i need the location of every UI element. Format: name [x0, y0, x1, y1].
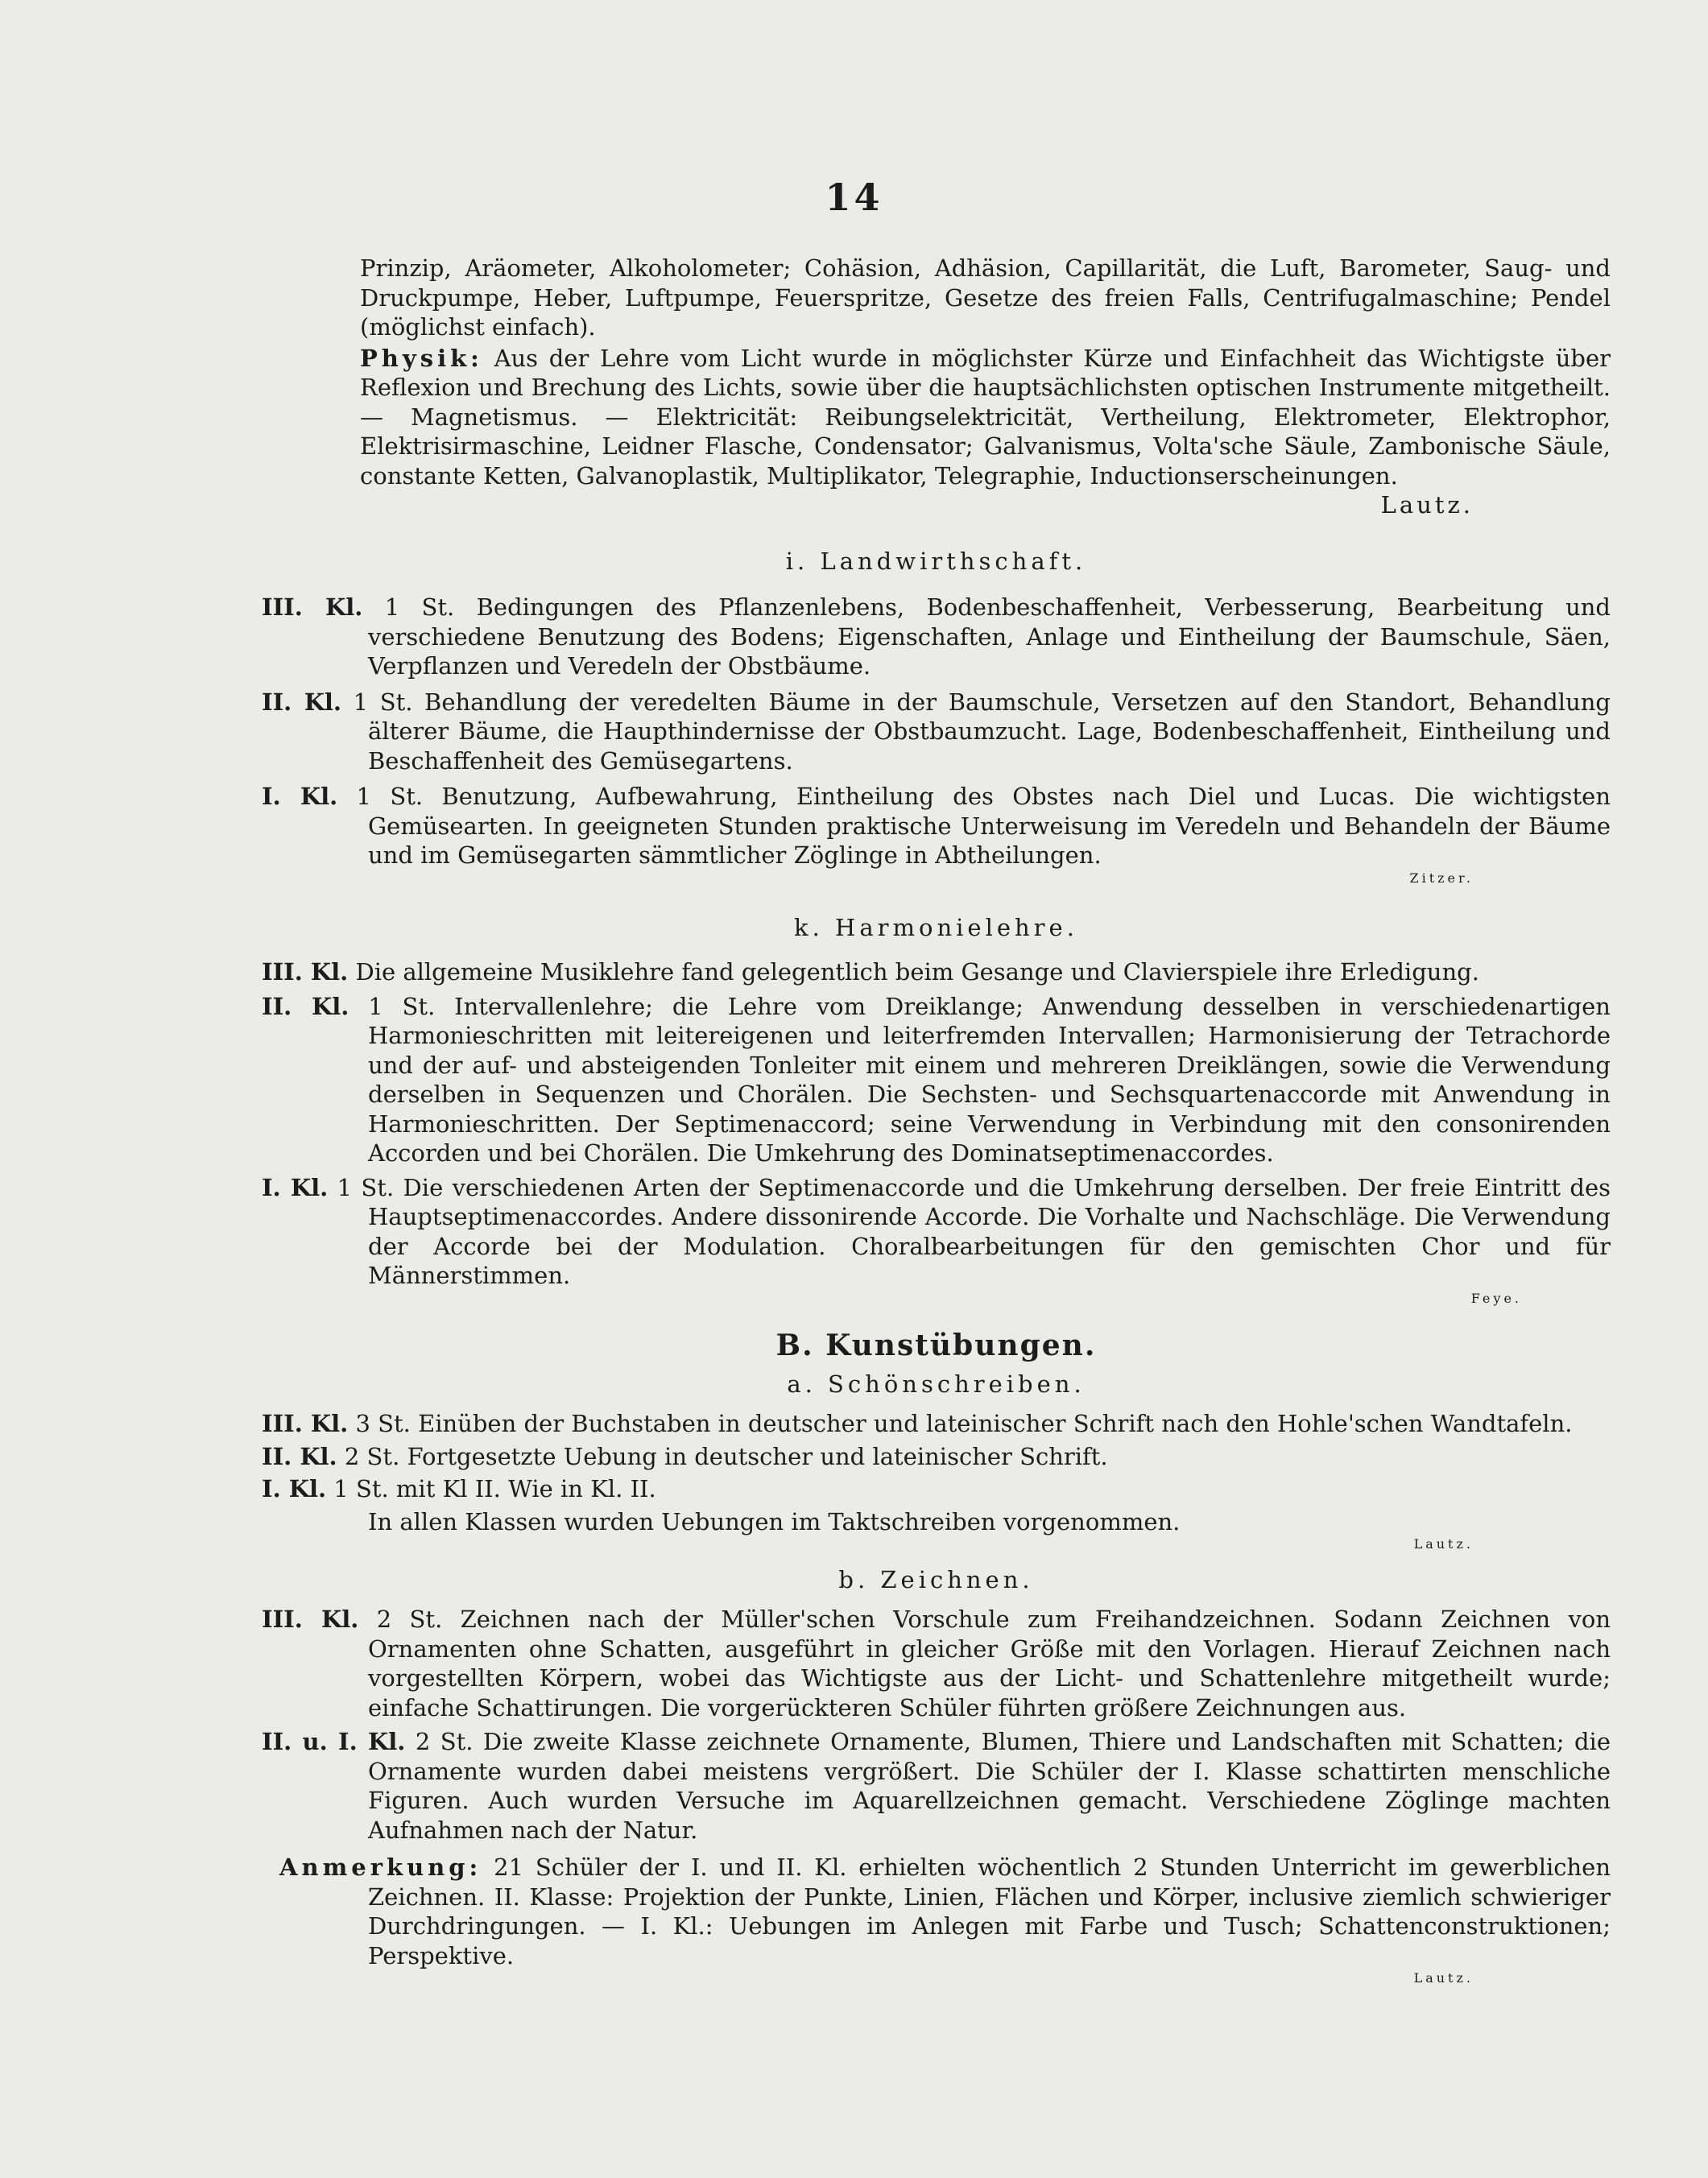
- entry-schreib-I: [262, 1474, 1611, 1504]
- teacher-feye: Feye.: [1470, 1290, 1522, 1306]
- entry-harm-I: [262, 1173, 1611, 1291]
- section-title-landwirthschaft: i. Landwirthschaft.: [785, 548, 1087, 575]
- teacher-lautz-3: Lautz.: [1413, 1970, 1474, 1986]
- entry-text: 2 St. Fortgesetzte Uebung in deutscher und lateinischer Schrift.: [344, 1442, 1108, 1470]
- teacher-lautz-1: Lautz.: [1380, 491, 1474, 519]
- entry-text: 1 St. Behandlung der veredelten Bäume in der Baumschule, Versetzen auf den Standort, Behandlung älterer Bäume, die Haupthindernisse der Obstbaumzucht. Lage, Bodenbeschaffenheit, Eintheilung und Beschaffenheit des Gemüsegartens.: [353, 688, 1611, 775]
- entry-landw-I: [262, 782, 1611, 870]
- entry-text: 1 St. Bedingungen des Pflanzenlebens, Bodenbeschaffenheit, Verbesserung, Bearbeitung und verschiedene Benutzung des Bodens; Eigenschaften, Anlage und Eintheilung der Baumschule, Säen, Verpflanzen und Veredeln der Obstbäume.: [368, 593, 1611, 680]
- physik-label: Physik:: [360, 344, 483, 372]
- entry-landw-III: [262, 593, 1611, 681]
- intro-line: Prinzip, Aräometer, Alkoholometer; Cohäsion, Adhäsion, Capillarität, die Luft, Barometer, Saug- und Druckpumpe, Heber, Luftpumpe, Feuerspritze, Gesetze des freien Falls, Centrifugalmaschine; Pendel (möglichst einfach).: [360, 254, 1611, 341]
- class-label: I. Kl.: [262, 1173, 329, 1201]
- entry-text: 1 St. Benutzung, Aufbewahrung, Eintheilung des Obstes nach Diel und Lucas. Die wichtigsten Gemüsearten. In geeigneten Stunden praktische Unterweisung im Veredeln und Behandeln der Bäume und im Gemüsegarten sämmtlicher Zöglinge in Abtheilungen.: [356, 783, 1611, 869]
- entry-zeich-II-I: [262, 1727, 1611, 1845]
- page-number: 14: [825, 176, 883, 219]
- entry-text: Die allgemeine Musiklehre fand gelegentlich beim Gesange und Clavierspiele ihre Erledigung.: [355, 958, 1479, 986]
- remark-text: 21 Schüler der I. und II. Kl. erhielten wöchentlich 2 Stunden Unterricht im gewerblichen Zeichnen. II. Klasse: Projektion der Punkte, Linien, Flächen und Körper, inclusive ziemlich schwieriger Durchdringungen. — I. Kl.: Uebungen im Anlegen mit Farbe und Tusch; Schattenconstruktionen; Perspektive.: [368, 1854, 1611, 1969]
- class-label: II. Kl.: [262, 688, 342, 716]
- remark-label: Anmerkung:: [279, 1854, 482, 1881]
- intro-block: [262, 254, 1611, 520]
- entry-landw-II: [262, 688, 1611, 776]
- remark-paragraph: [279, 1853, 1611, 1970]
- physik-paragraph: [262, 344, 1611, 520]
- section-landwirthschaft: [262, 548, 1611, 886]
- entry-schreib-II: [262, 1442, 1611, 1472]
- class-label: III. Kl.: [262, 958, 349, 986]
- section-harmonielehre: [262, 914, 1611, 1306]
- entry-schreib-III: [262, 1409, 1611, 1439]
- subsection-title-zeichnen: b. Zeichnen.: [838, 1566, 1034, 1593]
- class-label: III. Kl.: [262, 593, 363, 621]
- entry-zeich-III: [262, 1605, 1611, 1722]
- entry-text: 1 St. mit Kl II. Wie in Kl. II.: [333, 1475, 656, 1502]
- class-label: III. Kl.: [262, 1410, 349, 1437]
- class-label: III. Kl.: [262, 1606, 359, 1633]
- section-kunstuebungen: [262, 1329, 1611, 1986]
- teacher-lautz-2: Lautz.: [1413, 1536, 1474, 1552]
- entry-harm-III: [262, 957, 1611, 987]
- subsection-title-schoenschreiben: a. Schönschreiben.: [787, 1370, 1086, 1398]
- schreib-note: In allen Klassen wurden Uebungen im Taktschreiben vorgenommen.: [368, 1507, 1181, 1535]
- entry-text: 2 St. Zeichnen nach der Müller'schen Vorschule zum Freihandzeichnen. Sodann Zeichnen von Ornamenten ohne Schatten, ausgeführt in gleicher Größe mit den Vorlagen. Hierauf Zeichnen nach vorgestellten Körpern, wobei das Wichtigste aus der Licht- und Schattenlehre mitgetheilt wurde; einfache Schattirungen. Die vorgerückteren Schüler führten größere Zeichnungen aus.: [368, 1606, 1611, 1721]
- entry-harm-II: [262, 992, 1611, 1168]
- class-label: II. Kl.: [262, 1442, 337, 1470]
- class-label: II. u. I. Kl.: [262, 1728, 406, 1755]
- entry-text: 2 St. Die zweite Klasse zeichnete Ornamente, Blumen, Thiere und Landschaften mit Schatten; die Ornamente wurden dabei meistens vergrößert. Die Schüler der I. Klasse schattirten menschliche Figuren. Auch wurden Versuche im Aquarellzeichnen gemacht. Verschiedene Zöglinge machten Aufnahmen nach der Natur.: [368, 1728, 1611, 1844]
- class-label: I. Kl.: [262, 1475, 327, 1502]
- section-title-harmonielehre: k. Harmonielehre.: [794, 914, 1078, 941]
- section-title-kunstuebungen: B. Kunstübungen.: [775, 1329, 1097, 1362]
- teacher-zitzer: Zitzer.: [1409, 870, 1474, 886]
- physik-text: Aus der Lehre vom Licht wurde in möglichster Kürze und Einfachheit das Wichtigste über Reflexion und Brechung des Lichts, sowie über die hauptsächlichsten optischen Instrumente mitgetheilt. — Magnetismus. — Elektricität: Reibungselektricität, Vertheilung, Elektrometer, Elektrophor, Elektrisirmaschine, Leidner Flasche, Condensator; Galvanismus, Volta'sche Säule, Zambonische Säule, constante Ketten, Galvanoplastik, Multiplikator, Telegraphie, Inductionserscheinungen.: [360, 344, 1611, 490]
- class-label: II. Kl.: [262, 992, 349, 1020]
- class-label: I. Kl.: [262, 783, 338, 810]
- entry-text: 3 St. Einüben der Buchstaben in deutscher und lateinischer Schrift nach den Hohle'schen Wandtafeln.: [355, 1410, 1573, 1437]
- entry-text: 1 St. Die verschiedenen Arten der Septimenaccorde und die Umkehrung derselben. Der freie Eintritt des Hauptseptimenaccordes. Andere dissonirende Accorde. Die Vorhalte und Nachschläge. Die Verwendung der Accorde bei der Modulation. Choralbearbeitungen für den gemischten Chor und für Männerstimmen.: [337, 1173, 1611, 1289]
- entry-text: 1 St. Intervallenlehre; die Lehre vom Dreiklange; Anwendung desselben in verschiedenartigen Harmonieschritten mit leitereigenen und leiterfremden Intervallen; Harmonisierung der Tetrachorde und der auf- und absteigenden Tonleiter mit einem und mehreren Dreiklängen, sowie die Verwendung derselben in Sequenzen und Chorälen. Die Sechsten- und Sechsquartenaccorde mit Anwendung in Harmonieschritten. Der Septimenaccord; seine Verwendung in Verbindung mit den consonirenden Accorden und bei Chorälen. Die Umkehrung des Dominatseptimenaccordes.: [368, 992, 1611, 1167]
